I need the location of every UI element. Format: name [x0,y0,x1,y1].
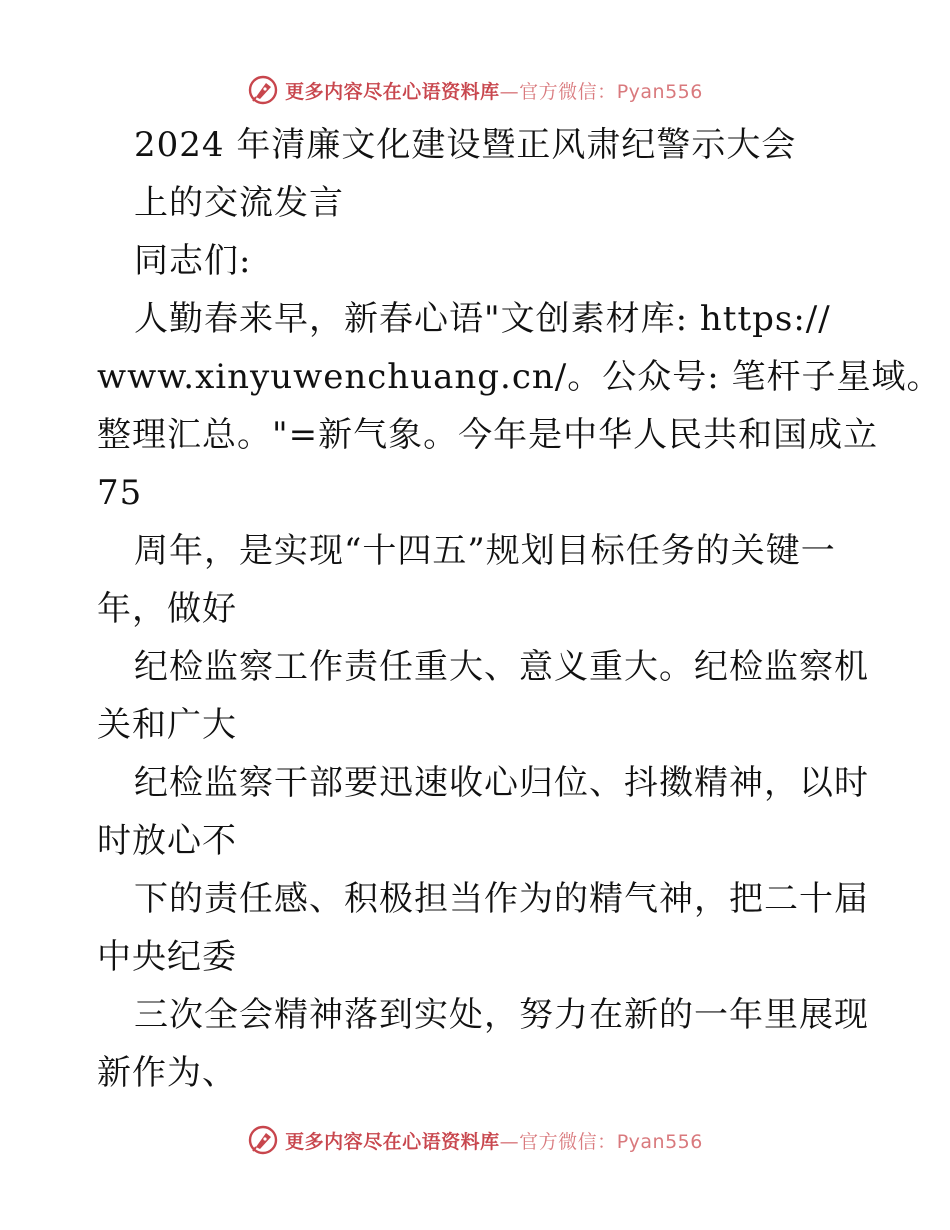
watermark-text: 更多内容尽在心语资料库—官方微信：Pyan556 [285,80,703,103]
doc-line: 时放心不 [97,821,237,861]
doc-line: 下的责任感、积极担当作为的精气神，把二十届 [134,879,869,919]
doc-line: www.xinyuwenchuang.cn/。公众号: 笔杆子星域。 [97,357,942,397]
doc-line: 同志们: [134,241,252,281]
watermark-text: 更多内容尽在心语资料库—官方微信：Pyan556 [285,1130,703,1153]
doc-line: 纪检监察干部要迅速收心归位、抖擞精神，以时 [134,763,869,803]
doc-line: 中央纪委 [97,937,237,977]
doc-line: 三次全会精神落到实处，努力在新的一年里展现 [134,995,869,1035]
doc-line: 关和广大 [97,705,237,745]
footer-watermark [0,1122,950,1158]
doc-line: 周年，是实现“十四五”规划目标任务的关键一 [134,531,836,571]
doc-line: 新作为、 [97,1053,237,1093]
header-watermark [0,72,950,108]
doc-line: 整理汇总。"=新气象。今年是中华人民共和国成立 [97,415,879,455]
pen-nib-logo-icon [247,1124,279,1156]
doc-line: 纪检监察工作责任重大、意义重大。纪检监察机 [134,647,869,687]
doc-line: 75 [97,473,143,513]
doc-line: 人勤春来早，新春心语"文创素材库: https:// [134,299,831,339]
document-body [97,116,942,1102]
doc-line: 2024 年清廉文化建设暨正风肃纪警示大会 [134,125,797,165]
pen-nib-logo-icon [247,74,279,106]
doc-line: 年，做好 [97,589,237,629]
doc-line: 上的交流发言 [134,183,344,223]
